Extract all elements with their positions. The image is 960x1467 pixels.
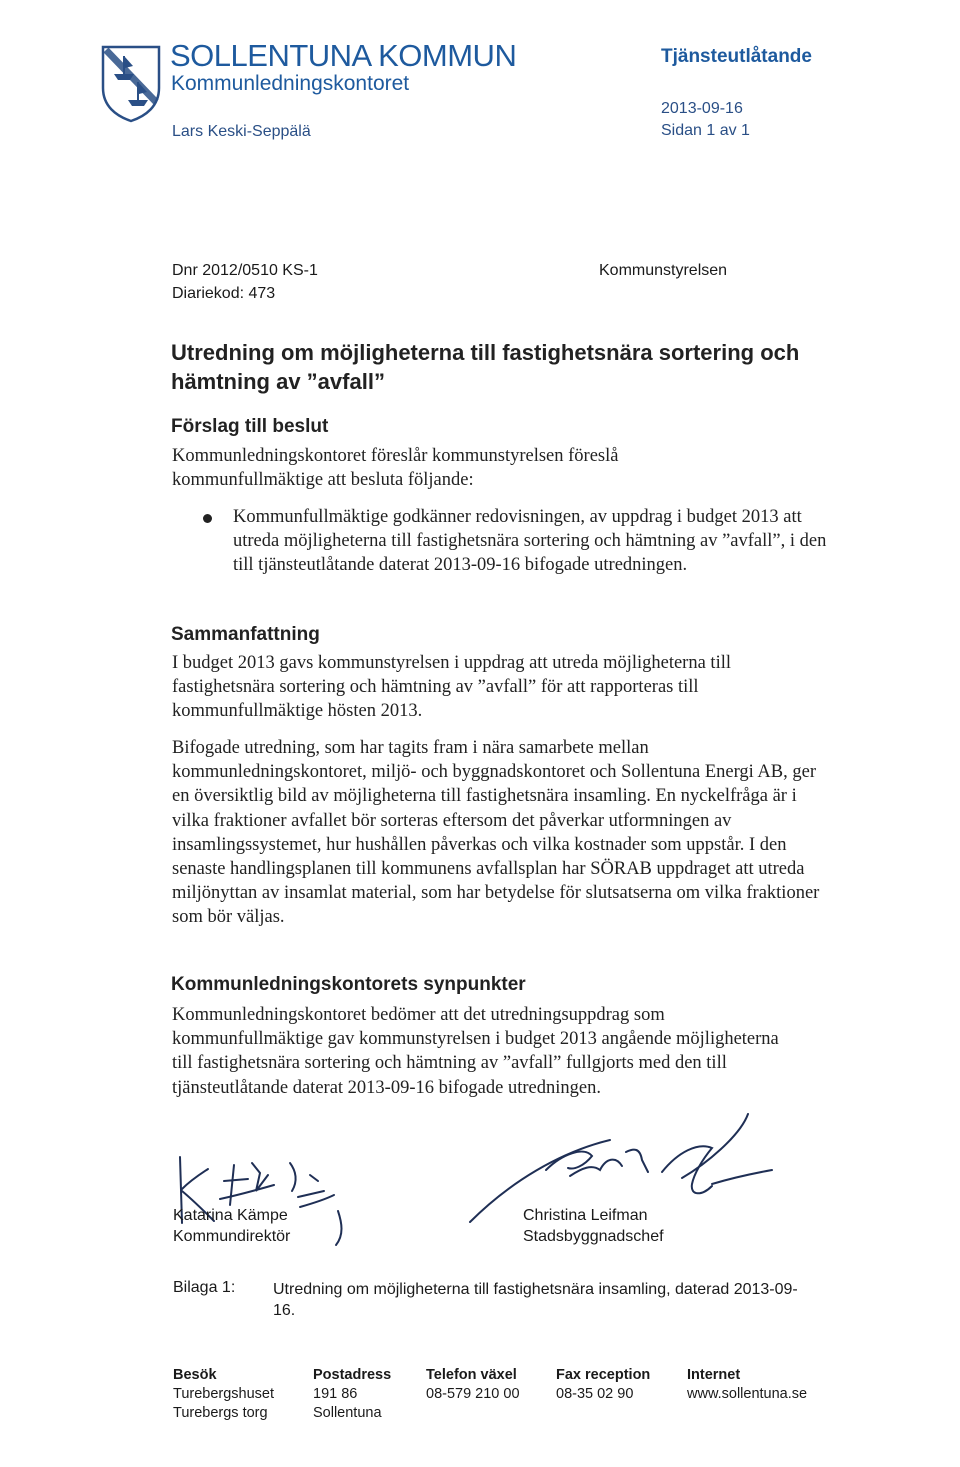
proposal-bullet: Kommunfullmäktige godkänner redovisningen, av uppdrag i budget 2013 att utreda möjligheterna till fastighetsnära sortering och hämtning av ”avfall”, i den till tjänsteutlåtande daterat 2013-09-16 bifogade utredningen. <box>233 507 827 576</box>
signer-1-title: Kommundirektör <box>173 1228 291 1245</box>
footer-postal-line-1: 191 86 <box>313 1386 358 1402</box>
bullet-dot <box>203 514 212 523</box>
footer-fax-heading: Fax reception <box>556 1367 651 1383</box>
signer-2-title: Stadsbyggnadschef <box>523 1228 664 1245</box>
views-paragraph: Kommunledningskontoret bedömer att det utredningsuppdrag som kommunfullmäktige gav kommunstyrelsen i budget 2013 angående möjligheterna till fastighetsnära sortering och hämtning av ”avfall” fullgjorts med den till tjänsteutlåtande daterat 2013-09-16 bifogade utredningen. <box>172 1005 779 1098</box>
footer-visit-heading: Besök <box>173 1367 217 1383</box>
footer-postal <box>313 1366 391 1423</box>
recipient: Kommunstyrelsen <box>599 262 728 279</box>
proposal-heading: Förslag till beslut <box>171 416 329 437</box>
footer-phone-heading: Telefon växel <box>426 1367 517 1383</box>
footer-internet <box>687 1366 807 1404</box>
organization-unit: Kommunledningskontoret <box>171 72 410 95</box>
document-type: Tjänsteutlåtande <box>661 46 812 67</box>
summary-paragraph-1: I budget 2013 gavs kommunstyrelsen i uppdrag att utreda möjligheterna till fastighetsnära sortering och hämtning av ”avfall” för att rapporteras till kommunfullmäktige hösten 2013. <box>172 653 731 722</box>
footer-internet-heading: Internet <box>687 1367 741 1383</box>
document-title: Utredning om möjligheterna till fastighetsnära sortering och hämtning av ”avfall” <box>171 340 800 394</box>
footer-visit-line-1: Turebergshuset <box>173 1386 275 1402</box>
attachment-text: Utredning om möjligheterna till fastighetsnära insamling, daterad 2013-09-16. <box>273 1281 798 1319</box>
footer-postal-line-2: Sollentuna <box>313 1405 382 1421</box>
proposal-intro: Kommunledningskontoret föreslår kommunstyrelsen föreslå kommunfullmäktige att besluta följande: <box>172 446 619 491</box>
footer-fax-number: 08-35 02 90 <box>556 1386 634 1402</box>
footer-phone <box>426 1366 520 1404</box>
summary-paragraph-2: Bifogade utredning, som har tagits fram i nära samarbete mellan kommunledningskontoret, miljö- och byggnadskontoret och Sollentuna Energi AB, ger en översiktlig bild av möjligheterna till fastighetsnära insamling. En nyckelfråga är i vilka fraktioner avfallet bör sorteras eftersom det påverkar utformningen av insamlingssystemet, hur hushållen påverkas och vilka kostnader som uppstår. I den senaste handlingsplanen till kommunens avfallsplan har SÖRAB uppdraget att utreda miljönyttan av insamlat material, som har betydelse för slutsatserna om vilka fraktioner som bör väljas. <box>172 738 820 928</box>
signer-2-name: Christina Leifman <box>523 1207 648 1224</box>
attachment-label: Bilaga 1: <box>173 1279 236 1296</box>
footer-fax <box>556 1366 650 1404</box>
footer-visit <box>173 1366 274 1423</box>
footer-website-link[interactable]: www.sollentuna.se <box>687 1386 808 1402</box>
diary-code: Diariekod: 473 <box>172 285 276 302</box>
footer-postal-heading: Postadress <box>313 1367 392 1383</box>
summary-heading: Sammanfattning <box>171 624 320 645</box>
organization-name: SOLLENTUNA KOMMUN <box>170 38 517 73</box>
footer-visit-line-2: Turebergs torg <box>173 1405 268 1421</box>
signer-1-name: Katarina Kämpe <box>173 1207 288 1224</box>
author-name: Lars Keski-Seppälä <box>172 123 311 140</box>
views-heading: Kommunledningskontorets synpunkter <box>171 974 526 995</box>
coat-of-arms-logo <box>100 44 162 124</box>
document-date: 2013-09-16 <box>661 100 743 117</box>
registration-number: Dnr 2012/0510 KS-1 <box>172 262 318 279</box>
page-number: Sidan 1 av 1 <box>661 122 750 139</box>
footer-phone-number: 08-579 210 00 <box>426 1386 520 1402</box>
